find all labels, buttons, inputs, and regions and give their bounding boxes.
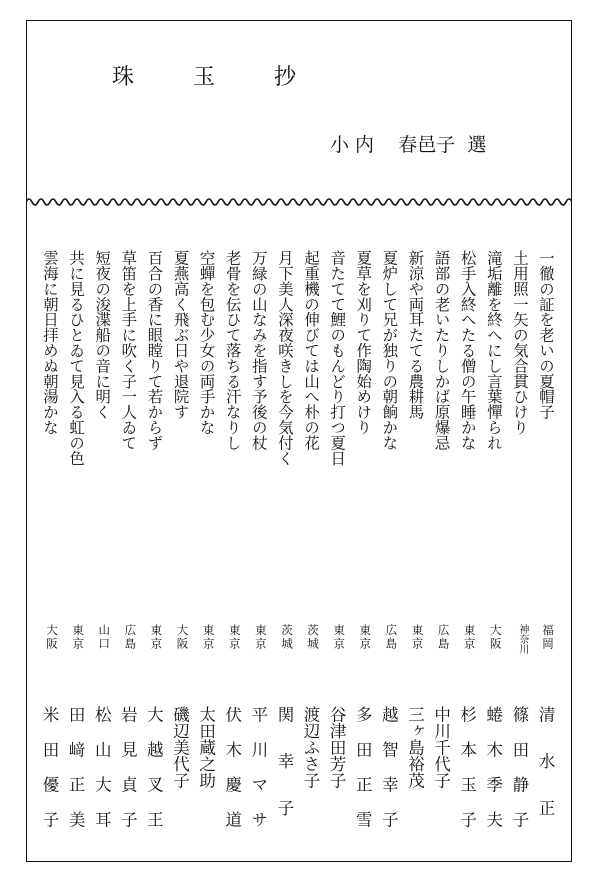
author-name: 篠田静子 bbox=[509, 706, 529, 846]
prefecture-label: 東京 bbox=[149, 624, 164, 651]
author-name: 清水正 bbox=[536, 706, 555, 846]
haiku-text: 一徹の証を老いの夏帽子 bbox=[537, 250, 555, 420]
selector-surname: 小 内 bbox=[330, 134, 375, 156]
haiku-text: 土用照一矢の気合貫ひけり bbox=[510, 250, 529, 435]
haiku-text: 草笛を上手に吹く子一人ゐて bbox=[119, 250, 138, 451]
prefecture-label: 東京 bbox=[358, 624, 373, 651]
page-title: 珠 玉 抄 bbox=[112, 65, 322, 90]
author-name: 太田蔵之助 bbox=[196, 706, 216, 789]
author-name: 越智幸子 bbox=[379, 706, 399, 846]
prefecture-label: 茨城 bbox=[279, 624, 294, 651]
author-name: 平川マサ bbox=[248, 706, 268, 846]
prefecture-label: 大阪 bbox=[175, 624, 190, 651]
prefecture-label: 東京 bbox=[410, 624, 425, 651]
haiku-text: 夏炉して兄が独りの朝餉かな bbox=[380, 250, 399, 451]
author-name: 磯辺美代子 bbox=[170, 706, 190, 789]
haiku-text: 夏燕高く飛ぶ日や退院す bbox=[171, 250, 190, 420]
author-name: 蜷木季夫 bbox=[483, 706, 503, 846]
haiku-text: 新涼や両耳たてる農耕馬 bbox=[406, 250, 425, 420]
author-name: 松山大耳 bbox=[92, 706, 112, 846]
prefecture-label: 茨城 bbox=[306, 624, 321, 651]
wavy-divider bbox=[26, 194, 572, 210]
haiku-text: 松手入終へたる僧の午睡かな bbox=[458, 250, 477, 451]
author-name: 大越叉王 bbox=[144, 706, 164, 846]
author-name: 米田優子 bbox=[40, 706, 59, 846]
prefecture-label: 東京 bbox=[71, 624, 86, 651]
prefecture-label: 山口 bbox=[97, 624, 112, 651]
prefecture-label: 神奈川 bbox=[516, 624, 528, 654]
prefecture-label: 東京 bbox=[332, 624, 347, 651]
prefecture-label: 東京 bbox=[462, 624, 477, 651]
haiku-text: 短夜の浚渫船の音に明く bbox=[93, 250, 112, 420]
haiku-text: 滝垢離を終へにし言葉憚られ bbox=[484, 250, 503, 451]
prefecture-label: 広島 bbox=[384, 624, 399, 651]
haiku-text: 語部の老いたりしかば原爆忌 bbox=[432, 250, 451, 451]
haiku-text: 共に見るひとゐて見入る虹の色 bbox=[67, 250, 86, 466]
haiku-text: 夏草を刈りて作陶始めけり bbox=[354, 250, 373, 435]
author-name: 田﨑正美 bbox=[66, 706, 86, 846]
selector-label: 選 bbox=[467, 134, 487, 156]
author-name: 渡辺ふさ子 bbox=[301, 706, 321, 789]
prefecture-label: 広島 bbox=[436, 624, 451, 651]
author-name: 伏木慶道 bbox=[222, 706, 242, 846]
author-name: 岩見貞子 bbox=[118, 706, 138, 846]
haiku-text: 百合の香に眼瞠りて若からず bbox=[145, 250, 164, 451]
haiku-text: 月下美人深夜咲きしを今気付く bbox=[275, 250, 294, 466]
prefecture-label: 福岡 bbox=[541, 624, 555, 651]
prefecture-label: 広島 bbox=[123, 624, 138, 651]
author-name: 杉本玉子 bbox=[457, 706, 477, 846]
author-name: 谷津田芳子 bbox=[327, 706, 347, 789]
haiku-text: 音たてて鯉のもんどり打つ夏日 bbox=[328, 250, 347, 466]
prefecture-label: 東京 bbox=[227, 624, 242, 651]
byline bbox=[330, 130, 486, 157]
author-name: 多田正雪 bbox=[353, 706, 373, 846]
haiku-text: 空蟬を包む少女の両手かな bbox=[197, 250, 216, 435]
prefecture-label: 大阪 bbox=[488, 624, 503, 651]
haiku-text: 老骨を伝ひて落ちる汗なりし bbox=[223, 250, 242, 451]
haiku-text: 起重機の伸びては山へ朴の花 bbox=[302, 250, 321, 451]
prefecture-label: 東京 bbox=[201, 624, 216, 651]
author-name: 中川千代子 bbox=[431, 706, 451, 789]
haiku-text: 雲海に朝日拝めぬ朝湯かな bbox=[41, 250, 59, 435]
prefecture-label: 大阪 bbox=[45, 624, 59, 651]
prefecture-label: 東京 bbox=[253, 624, 268, 651]
author-name: 関幸子 bbox=[274, 706, 294, 846]
author-name: 三ヶ島裕茂 bbox=[405, 706, 425, 789]
selector-name: 春邑子 bbox=[398, 134, 456, 156]
haiku-text: 万緑の山なみを指す予後の杖 bbox=[249, 250, 268, 451]
